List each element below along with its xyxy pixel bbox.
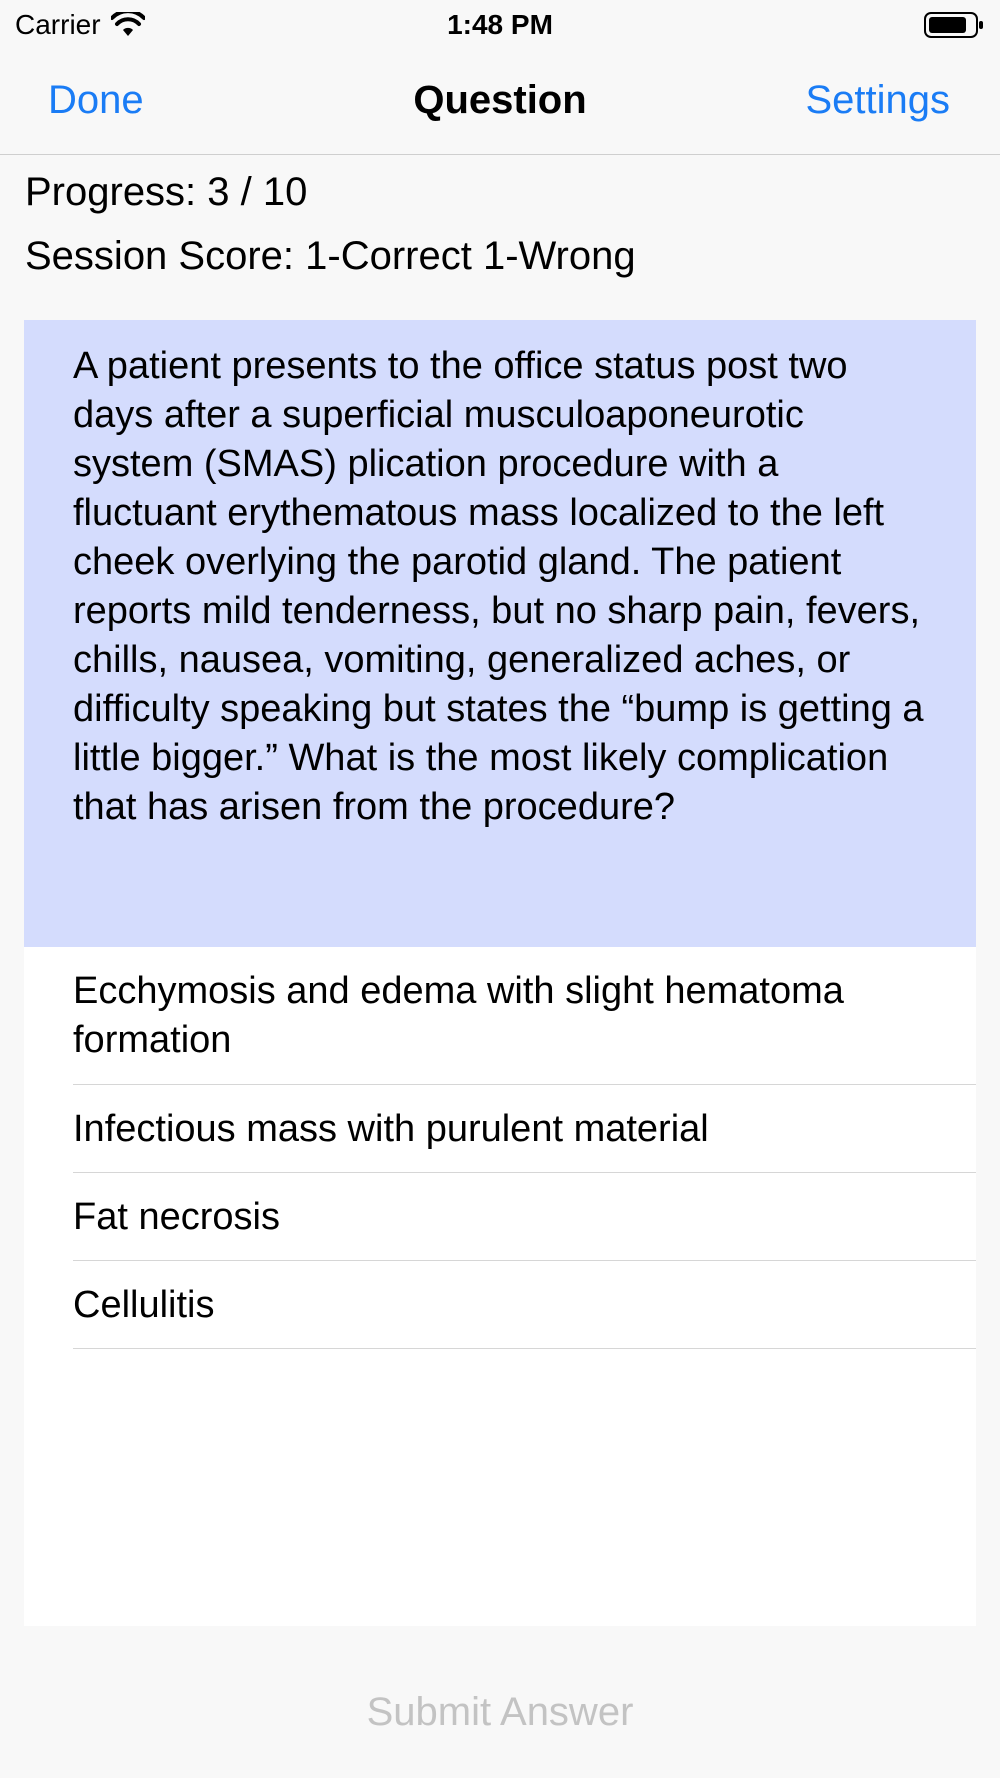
nav-bar bbox=[0, 50, 1000, 155]
status-time: 1:48 PM bbox=[447, 9, 553, 40]
answer-option-1[interactable]: Ecchymosis and edema with slight hematoma formation bbox=[73, 947, 976, 1085]
carrier-label: Carrier bbox=[15, 9, 101, 40]
status-bar bbox=[0, 0, 1000, 50]
answer-option-3[interactable]: Fat necrosis bbox=[73, 1173, 976, 1261]
page-title: Question bbox=[413, 78, 587, 122]
answer-option-2[interactable]: Infectious mass with purulent material bbox=[73, 1085, 976, 1173]
question-text: A patient presents to the office status post two days after a superficial musculoaponeurotic system (SMAS) plication procedure with a fluctuant erythematous mass localized to the left cheek overlying the parotid gland. The patient reports mild tenderness, but no sharp pain, fevers, chills, nausea, vomiting, generalized aches, or difficulty speaking but states the “bump is getting a little bigger.” What is the most likely complication that has arisen from the procedure? bbox=[24, 320, 976, 947]
submit-answer-button[interactable]: Submit Answer bbox=[366, 1690, 634, 1734]
done-button[interactable]: Done bbox=[48, 78, 144, 122]
battery-icon bbox=[924, 12, 984, 38]
answer-option-4[interactable]: Cellulitis bbox=[73, 1261, 976, 1349]
progress-label: Progress: 3 / 10 bbox=[25, 170, 308, 214]
settings-button[interactable]: Settings bbox=[805, 78, 950, 122]
question-panel bbox=[24, 320, 976, 1626]
session-score-label: Session Score: 1-Correct 1-Wrong bbox=[25, 234, 636, 278]
